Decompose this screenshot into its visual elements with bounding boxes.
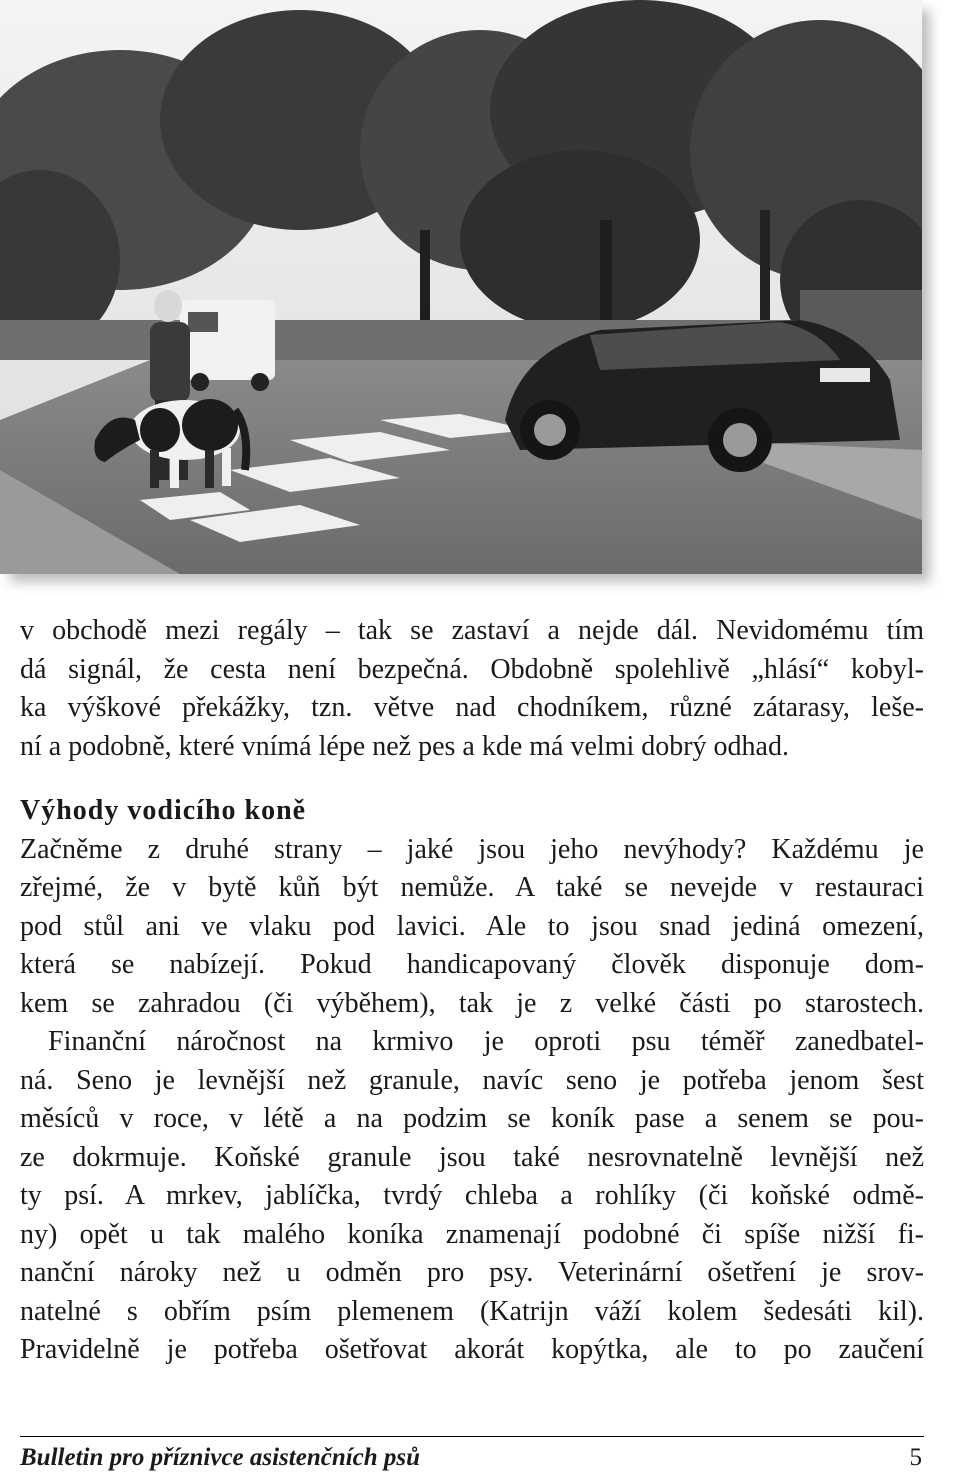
body-line: natelné s obřím psím plemenem (Katrijn váží kolem šedesáti kil).: [20, 1295, 924, 1327]
body-line: kem se zahradou (či výběhem), tak je z velké části po starostech.: [20, 987, 924, 1019]
body-line: měsíců v roce, v létě a na podzim se koník pase a senem se pou-: [20, 1103, 924, 1134]
page-number: 5: [909, 1444, 922, 1471]
body-line: pod stůl ani ve vlaku pod lavici. Ale to jsou snad jediná omezení,: [20, 910, 924, 942]
body-line: nanční nároky než u odměn pro psy. Veterinární ošetření je srov-: [20, 1257, 924, 1288]
body-line: Začněme z druhé strany – jaké jsou jeho nevýhody? Každému je: [20, 833, 924, 865]
body-line: dá signál, že cesta není bezpečná. Obdobně spolehlivě „hlásí“ kobyl-: [20, 653, 924, 685]
body-line: ná. Seno je levnější než granule, navíc seno je potřeba jenom šest: [20, 1064, 924, 1096]
body-line: zřejmé, že v bytě kůň být nemůže. A také se nevejde v restauraci: [20, 872, 924, 903]
section-heading: Výhody vodicího koně: [20, 795, 307, 826]
body-line: Finanční náročnost na krmivo je oproti psu téměř zanedbatel-: [48, 1026, 924, 1057]
body-line: Pravidelně je potřeba ošetřovat akorát kopýtka, ale to po zaučení: [20, 1334, 924, 1365]
footer-title: Bulletin pro příznivce asistenčních psů: [20, 1444, 421, 1471]
footer-rule: [20, 1436, 924, 1437]
body-line: ty psí. A mrkev, jablíčka, tvrdý chleba a rohlíky (či koňské odmě-: [20, 1180, 924, 1211]
body-line: která se nabízejí. Pokud handicapovaný člověk disponuje dom-: [20, 949, 924, 980]
article-body: [20, 612, 924, 1370]
body-line: ny) opět u tak malého koníka znamenají podobné či spíše nižší fi-: [20, 1218, 924, 1250]
body-line: ze dokrmuje. Koňské granule jsou také nesrovnatelně levnější než: [20, 1141, 924, 1173]
body-line: ní a podobně, které vnímá lépe než pes a kde má velmi dobrý odhad.: [20, 730, 789, 762]
van: [180, 300, 275, 391]
body-line: v obchodě mezi regály – tak se zastaví a nejde dál. Nevidomému tím: [20, 615, 924, 646]
street-photo: [0, 0, 922, 574]
body-line: ka výškové překážky, tzn. větve nad chodníkem, různé zátarasy, leše-: [20, 692, 924, 723]
photo-frame: [0, 0, 934, 590]
